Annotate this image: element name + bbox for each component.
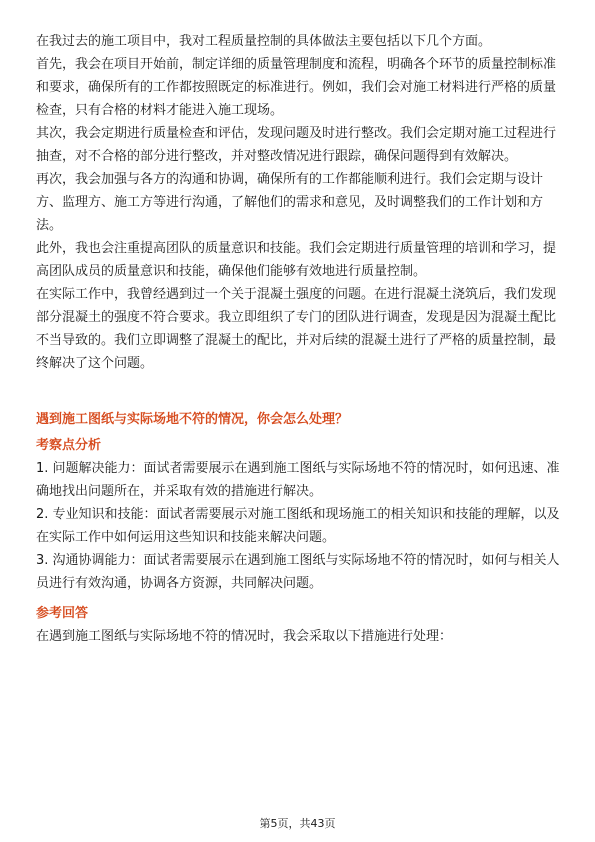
intro-paragraph: 首先，我会在项目开始前，制定详细的质量管理制度和流程，明确各个环节的质量控制标准和要求，确保所有的工作都按照既定的标准进行。例如，我们会对施工材料进行严格的质量检查，只有合格的材料才能进入施工现场。 <box>36 57 557 118</box>
page-content <box>36 30 560 648</box>
intro-paragraph: 此外，我也会注重提高团队的质量意识和技能。我们会定期进行质量管理的培训和学习，提高团队成员的质量意识和技能，确保他们能够有效地进行质量控制。 <box>36 241 557 279</box>
question-section <box>36 408 560 648</box>
intro-paragraph: 在实际工作中，我曾经遇到过一个关于混凝土强度的问题。在进行混凝土浇筑后，我们发现部分混凝土的强度不符合要求。我立即组织了专门的团队进行调查，发现是因为混凝土配比不当导致的。我们立即调整了混凝土的配比，并对后续的混凝土进行了严格的质量控制，最终解决了这个问题。 <box>36 287 557 371</box>
analysis-item: 2. 专业知识和技能：面试者需要展示对施工图纸和现场施工的相关知识和技能的理解，以及在实际工作中如何运用这些知识和技能来解决问题。 <box>36 507 560 545</box>
answer-text: 在遇到施工图纸与实际场地不符的情况时，我会采取以下措施进行处理： <box>36 629 453 644</box>
answer-heading: 参考回答 <box>36 606 89 621</box>
analysis-item: 1. 问题解决能力：面试者需要展示在遇到施工图纸与实际场地不符的情况时，如何迅速、准确地找出问题所在，并采取有效的措施进行解决。 <box>36 461 560 499</box>
analysis-item: 3. 沟通协调能力：面试者需要展示在遇到施工图纸与实际场地不符的情况时，如何与相关人员进行有效沟通，协调各方资源，共同解决问题。 <box>36 553 560 591</box>
intro-paragraph: 在我过去的施工项目中，我对工程质量控制的具体做法主要包括以下几个方面。 <box>36 34 492 49</box>
analysis-heading: 考察点分析 <box>36 438 102 453</box>
intro-paragraph: 再次，我会加强与各方的沟通和协调，确保所有的工作都能顺利进行。我们会定期与设计方、监理方、施工方等进行沟通，了解他们的需求和意见，及时调整我们的工作计划和方法。 <box>36 172 544 233</box>
question-title: 遇到施工图纸与实际场地不符的情况，你会怎么处理？ <box>36 412 349 427</box>
page-footer: 第5页，共43页 <box>259 817 336 830</box>
intro-paragraph: 其次，我会定期进行质量检查和评估，发现问题及时进行整改。我们会定期对施工过程进行抽查，对不合格的部分进行整改，并对整改情况进行跟踪，确保问题得到有效解决。 <box>36 126 557 164</box>
